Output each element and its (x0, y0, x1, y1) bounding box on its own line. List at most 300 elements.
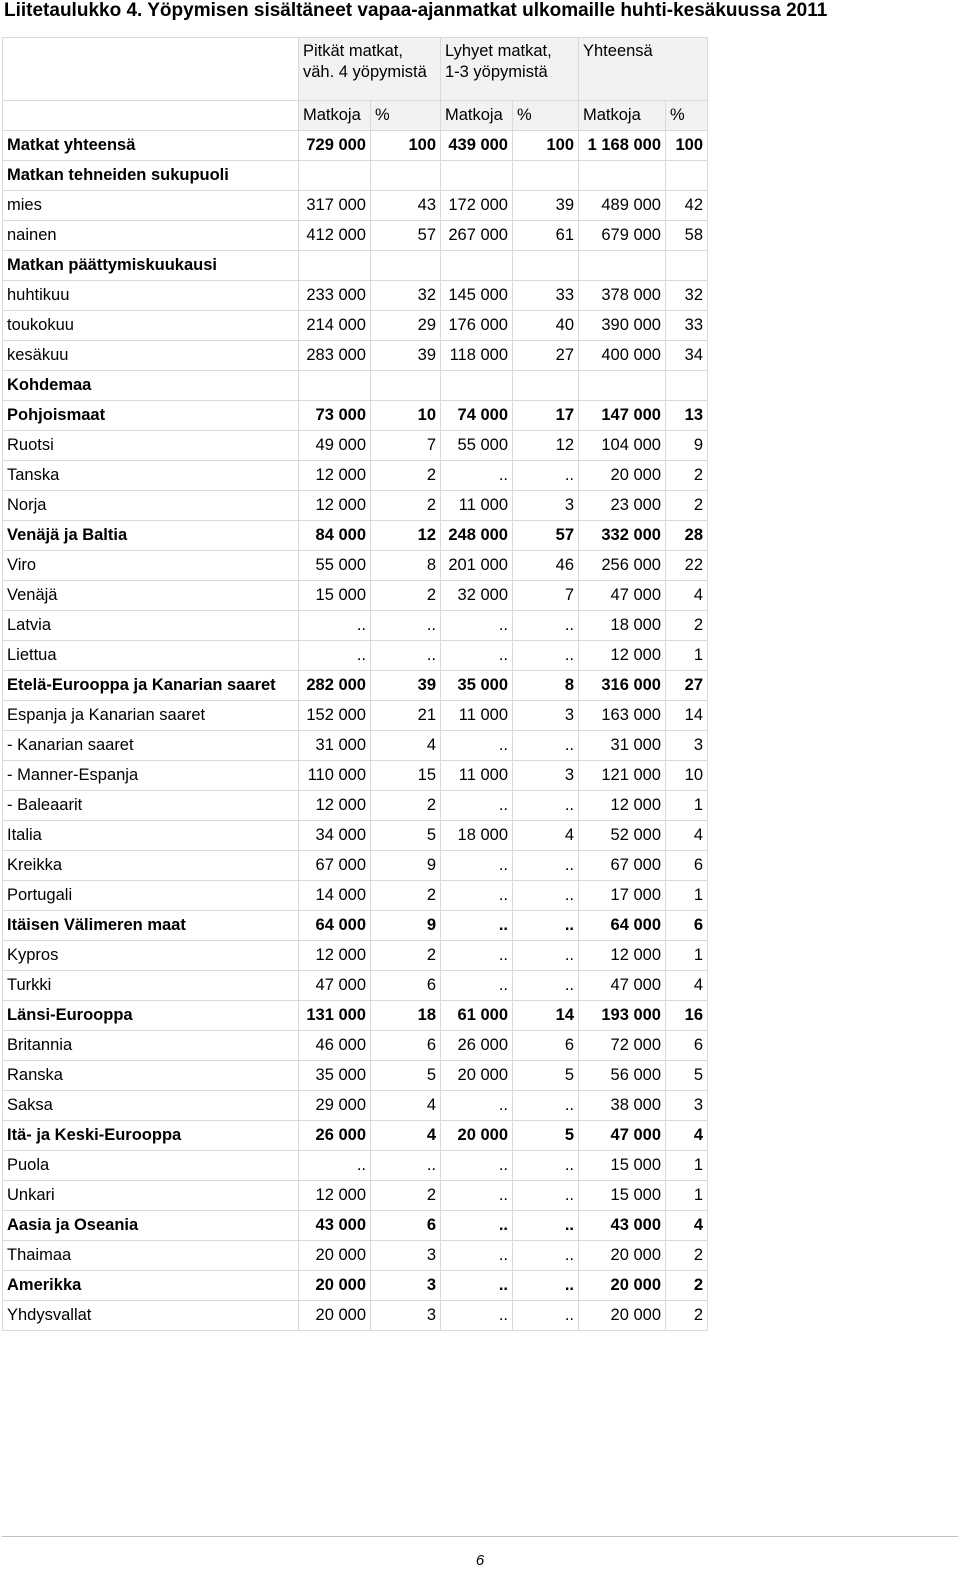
cell-long-percent: 2 (371, 581, 441, 611)
cell-short-percent: 6 (513, 1031, 579, 1061)
cell-long-percent: 5 (371, 1061, 441, 1091)
table-row (3, 1061, 708, 1091)
cell-long-percent (371, 251, 441, 281)
cell-long-count: .. (299, 611, 371, 641)
cell-total-percent: 3 (666, 731, 708, 761)
cell-long-percent: 4 (371, 1121, 441, 1151)
cell-long-percent: 2 (371, 941, 441, 971)
cell-total-percent: 4 (666, 971, 708, 1001)
cell-short-count: .. (441, 851, 513, 881)
table-row (3, 971, 708, 1001)
row-label: Venäjä (3, 581, 299, 611)
cell-total-percent: 28 (666, 521, 708, 551)
cell-short-percent: .. (513, 1271, 579, 1301)
cell-long-percent: 12 (371, 521, 441, 551)
cell-short-percent (513, 371, 579, 401)
cell-short-percent: .. (513, 1301, 579, 1331)
row-label: Matkan tehneiden sukupuoli (3, 161, 299, 191)
cell-short-percent: 17 (513, 401, 579, 431)
cell-short-count: 35 000 (441, 671, 513, 701)
cell-long-count (299, 251, 371, 281)
cell-short-count: .. (441, 1211, 513, 1241)
cell-total-count (579, 371, 666, 401)
cell-short-count: .. (441, 1091, 513, 1121)
cell-long-percent: 15 (371, 761, 441, 791)
cell-long-percent: 29 (371, 311, 441, 341)
cell-total-percent: 5 (666, 1061, 708, 1091)
cell-total-count: 121 000 (579, 761, 666, 791)
row-label: Ranska (3, 1061, 299, 1091)
cell-short-percent: 39 (513, 191, 579, 221)
table-row (3, 1091, 708, 1121)
table-row (3, 521, 708, 551)
cell-total-count: 20 000 (579, 1301, 666, 1331)
cell-short-count: .. (441, 461, 513, 491)
cell-total-count: 12 000 (579, 791, 666, 821)
cell-long-percent: .. (371, 641, 441, 671)
row-label: toukokuu (3, 311, 299, 341)
cell-total-percent: 1 (666, 1181, 708, 1211)
cell-total-percent: 16 (666, 1001, 708, 1031)
cell-total-count: 390 000 (579, 311, 666, 341)
row-label: kesäkuu (3, 341, 299, 371)
cell-short-count: .. (441, 1301, 513, 1331)
cell-short-percent: .. (513, 851, 579, 881)
cell-long-percent: 3 (371, 1241, 441, 1271)
table-row (3, 641, 708, 671)
row-label: Britannia (3, 1031, 299, 1061)
cell-long-count: 26 000 (299, 1121, 371, 1151)
cell-total-percent: 58 (666, 221, 708, 251)
cell-long-percent: 5 (371, 821, 441, 851)
cell-total-count: 72 000 (579, 1031, 666, 1061)
cell-total-percent: 4 (666, 581, 708, 611)
cell-long-count: 12 000 (299, 491, 371, 521)
cell-short-percent (513, 251, 579, 281)
cell-long-percent: 6 (371, 1211, 441, 1241)
cell-long-percent: 39 (371, 341, 441, 371)
table-row (3, 281, 708, 311)
cell-short-percent: 14 (513, 1001, 579, 1031)
cell-total-percent: 6 (666, 911, 708, 941)
cell-long-count: 317 000 (299, 191, 371, 221)
cell-total-count (579, 251, 666, 281)
cell-short-count: 267 000 (441, 221, 513, 251)
cell-total-count: 378 000 (579, 281, 666, 311)
row-label: Kreikka (3, 851, 299, 881)
cell-long-count: 152 000 (299, 701, 371, 731)
cell-total-percent: 2 (666, 611, 708, 641)
cell-long-percent: 43 (371, 191, 441, 221)
cell-short-percent: .. (513, 881, 579, 911)
cell-short-count: 176 000 (441, 311, 513, 341)
table-row (3, 161, 708, 191)
page-number: 6 (475, 1552, 485, 1569)
table-body (3, 131, 708, 1331)
cell-short-percent: 40 (513, 311, 579, 341)
cell-long-count: 131 000 (299, 1001, 371, 1031)
cell-short-count: 61 000 (441, 1001, 513, 1031)
cell-short-count: 18 000 (441, 821, 513, 851)
header-group-long-trips (299, 38, 441, 101)
cell-total-count: 17 000 (579, 881, 666, 911)
header-corner (3, 101, 299, 131)
cell-short-percent: .. (513, 461, 579, 491)
cell-long-percent (371, 161, 441, 191)
row-label: - Kanarian saaret (3, 731, 299, 761)
row-label: Viro (3, 551, 299, 581)
cell-long-count: .. (299, 641, 371, 671)
cell-total-count: 18 000 (579, 611, 666, 641)
cell-long-count: 282 000 (299, 671, 371, 701)
row-label: Portugali (3, 881, 299, 911)
cell-short-percent: 7 (513, 581, 579, 611)
table-row (3, 761, 708, 791)
cell-short-count (441, 161, 513, 191)
cell-total-count: 147 000 (579, 401, 666, 431)
cell-short-percent: .. (513, 1241, 579, 1271)
header-group-line1: Pitkät matkat, (303, 42, 403, 60)
row-label: - Baleaarit (3, 791, 299, 821)
row-label: Tanska (3, 461, 299, 491)
cell-short-count: .. (441, 1181, 513, 1211)
cell-long-percent: .. (371, 1151, 441, 1181)
cell-total-count: 104 000 (579, 431, 666, 461)
subheader-long-percent: % (371, 101, 441, 131)
cell-long-percent: 18 (371, 1001, 441, 1031)
cell-total-percent: 10 (666, 761, 708, 791)
cell-total-percent: 14 (666, 701, 708, 731)
cell-long-percent: 8 (371, 551, 441, 581)
row-label: Itä- ja Keski-Eurooppa (3, 1121, 299, 1151)
cell-short-count: .. (441, 611, 513, 641)
cell-short-percent: .. (513, 1151, 579, 1181)
cell-total-count: 12 000 (579, 641, 666, 671)
cell-short-percent: .. (513, 1211, 579, 1241)
cell-total-percent: 9 (666, 431, 708, 461)
cell-total-count: 193 000 (579, 1001, 666, 1031)
table-row (3, 671, 708, 701)
cell-long-percent: 2 (371, 491, 441, 521)
cell-total-count: 163 000 (579, 701, 666, 731)
cell-short-count: 32 000 (441, 581, 513, 611)
cell-short-count: 20 000 (441, 1121, 513, 1151)
cell-total-percent: 34 (666, 341, 708, 371)
cell-long-count: 12 000 (299, 1181, 371, 1211)
cell-total-count: 400 000 (579, 341, 666, 371)
cell-short-count: 26 000 (441, 1031, 513, 1061)
cell-total-percent: 27 (666, 671, 708, 701)
cell-total-percent: 4 (666, 1121, 708, 1151)
header-corner (3, 38, 299, 101)
statistics-table (2, 37, 708, 1331)
cell-total-percent: 1 (666, 941, 708, 971)
row-label: mies (3, 191, 299, 221)
cell-total-count: 679 000 (579, 221, 666, 251)
row-label: nainen (3, 221, 299, 251)
table-row (3, 581, 708, 611)
cell-long-percent: 6 (371, 971, 441, 1001)
cell-long-percent: 2 (371, 791, 441, 821)
cell-long-count: 214 000 (299, 311, 371, 341)
cell-short-percent: 100 (513, 131, 579, 161)
cell-total-count: 47 000 (579, 971, 666, 1001)
cell-short-count: 11 000 (441, 491, 513, 521)
cell-long-count: 31 000 (299, 731, 371, 761)
cell-short-count: 439 000 (441, 131, 513, 161)
cell-total-percent: 1 (666, 641, 708, 671)
cell-short-percent: .. (513, 641, 579, 671)
cell-short-percent: .. (513, 941, 579, 971)
cell-short-percent: .. (513, 611, 579, 641)
cell-total-count: 43 000 (579, 1211, 666, 1241)
cell-long-percent: 3 (371, 1271, 441, 1301)
cell-total-count: 489 000 (579, 191, 666, 221)
cell-long-percent: 2 (371, 881, 441, 911)
table-row (3, 131, 708, 161)
cell-long-count: 12 000 (299, 941, 371, 971)
table-row (3, 821, 708, 851)
cell-total-percent: 33 (666, 311, 708, 341)
cell-long-count: 43 000 (299, 1211, 371, 1241)
row-label: Saksa (3, 1091, 299, 1121)
subheader-short-percent: % (513, 101, 579, 131)
table-row (3, 851, 708, 881)
cell-total-percent: 2 (666, 491, 708, 521)
cell-short-percent: 46 (513, 551, 579, 581)
cell-long-count: 14 000 (299, 881, 371, 911)
row-label: Venäjä ja Baltia (3, 521, 299, 551)
row-label: Italia (3, 821, 299, 851)
cell-short-count: 201 000 (441, 551, 513, 581)
cell-total-count: 64 000 (579, 911, 666, 941)
cell-total-count: 1 168 000 (579, 131, 666, 161)
cell-total-count: 38 000 (579, 1091, 666, 1121)
cell-short-percent: 3 (513, 761, 579, 791)
cell-total-percent: 42 (666, 191, 708, 221)
cell-long-count: 233 000 (299, 281, 371, 311)
cell-long-count: 29 000 (299, 1091, 371, 1121)
row-label: Amerikka (3, 1271, 299, 1301)
cell-long-count: 55 000 (299, 551, 371, 581)
cell-short-percent: 33 (513, 281, 579, 311)
table-row (3, 731, 708, 761)
cell-short-count: 248 000 (441, 521, 513, 551)
table-row (3, 251, 708, 281)
table-row (3, 881, 708, 911)
table-row (3, 1301, 708, 1331)
cell-total-percent: 6 (666, 1031, 708, 1061)
cell-total-percent: 2 (666, 461, 708, 491)
table-row (3, 491, 708, 521)
cell-total-percent (666, 251, 708, 281)
cell-long-percent: 7 (371, 431, 441, 461)
header-group-line2: väh. 4 yöpymistä (303, 63, 427, 81)
page-title: Liitetaulukko 4. Yöpymisen sisältäneet vapaa-ajanmatkat ulkomaille huhti-kesäkuussa 2011 (4, 0, 828, 21)
cell-long-percent: 6 (371, 1031, 441, 1061)
cell-long-percent: 21 (371, 701, 441, 731)
cell-long-count: 49 000 (299, 431, 371, 461)
cell-short-percent: 4 (513, 821, 579, 851)
cell-total-count: 47 000 (579, 581, 666, 611)
table-row (3, 1001, 708, 1031)
cell-short-count: 118 000 (441, 341, 513, 371)
row-label: huhtikuu (3, 281, 299, 311)
cell-short-count: 172 000 (441, 191, 513, 221)
footer-divider (2, 1536, 958, 1537)
cell-total-count: 23 000 (579, 491, 666, 521)
subheader-total-percent: % (666, 101, 708, 131)
cell-total-percent: 2 (666, 1241, 708, 1271)
table-row (3, 611, 708, 641)
row-label: Kohdemaa (3, 371, 299, 401)
subheader-total-count: Matkoja (579, 101, 666, 131)
cell-short-count: .. (441, 791, 513, 821)
cell-short-percent (513, 161, 579, 191)
cell-long-count: 35 000 (299, 1061, 371, 1091)
cell-short-count: .. (441, 971, 513, 1001)
row-label: Pohjoismaat (3, 401, 299, 431)
cell-long-count: 15 000 (299, 581, 371, 611)
cell-long-percent: 2 (371, 1181, 441, 1211)
table-row (3, 401, 708, 431)
header-group-line2: 1-3 yöpymistä (445, 63, 548, 81)
cell-long-count: 73 000 (299, 401, 371, 431)
cell-total-count: 52 000 (579, 821, 666, 851)
cell-total-count: 31 000 (579, 731, 666, 761)
cell-long-percent: 32 (371, 281, 441, 311)
cell-total-percent: 1 (666, 1151, 708, 1181)
cell-short-percent: .. (513, 971, 579, 1001)
cell-long-count: 84 000 (299, 521, 371, 551)
cell-short-percent: 12 (513, 431, 579, 461)
cell-long-count: 20 000 (299, 1301, 371, 1331)
cell-long-percent: 57 (371, 221, 441, 251)
table-row (3, 191, 708, 221)
cell-short-percent: .. (513, 1091, 579, 1121)
cell-total-percent: 1 (666, 791, 708, 821)
cell-long-count: 12 000 (299, 461, 371, 491)
header-group-line1: Lyhyet matkat, (445, 42, 552, 60)
table-row (3, 551, 708, 581)
cell-long-percent: 4 (371, 731, 441, 761)
cell-long-count: 12 000 (299, 791, 371, 821)
table-row (3, 1211, 708, 1241)
row-label: Ruotsi (3, 431, 299, 461)
cell-short-count (441, 251, 513, 281)
cell-short-count: 145 000 (441, 281, 513, 311)
cell-total-count: 316 000 (579, 671, 666, 701)
cell-long-percent: 39 (371, 671, 441, 701)
cell-short-percent: 61 (513, 221, 579, 251)
row-label: - Manner-Espanja (3, 761, 299, 791)
table-row (3, 1151, 708, 1181)
table-row (3, 941, 708, 971)
cell-short-count: 11 000 (441, 761, 513, 791)
row-label: Matkat yhteensä (3, 131, 299, 161)
cell-total-percent: 13 (666, 401, 708, 431)
cell-long-percent: 4 (371, 1091, 441, 1121)
cell-total-count: 67 000 (579, 851, 666, 881)
cell-total-percent (666, 161, 708, 191)
row-label: Turkki (3, 971, 299, 1001)
cell-short-percent: 5 (513, 1061, 579, 1091)
cell-total-count: 47 000 (579, 1121, 666, 1151)
cell-total-percent: 22 (666, 551, 708, 581)
cell-short-count: 20 000 (441, 1061, 513, 1091)
cell-total-count: 56 000 (579, 1061, 666, 1091)
cell-long-count: .. (299, 1151, 371, 1181)
table-row (3, 911, 708, 941)
row-label: Etelä-Eurooppa ja Kanarian saaret (3, 671, 299, 701)
cell-short-count: .. (441, 1271, 513, 1301)
cell-short-percent: .. (513, 731, 579, 761)
cell-short-percent: .. (513, 911, 579, 941)
cell-short-count: .. (441, 1241, 513, 1271)
cell-long-percent: 9 (371, 851, 441, 881)
cell-total-count: 15 000 (579, 1181, 666, 1211)
cell-total-percent: 2 (666, 1271, 708, 1301)
cell-total-count: 20 000 (579, 1271, 666, 1301)
row-label: Espanja ja Kanarian saaret (3, 701, 299, 731)
cell-long-count: 47 000 (299, 971, 371, 1001)
table-row (3, 1031, 708, 1061)
subheader-short-count: Matkoja (441, 101, 513, 131)
row-label: Yhdysvallat (3, 1301, 299, 1331)
cell-short-count: .. (441, 911, 513, 941)
cell-total-count: 20 000 (579, 1241, 666, 1271)
cell-short-count: .. (441, 1151, 513, 1181)
cell-total-count: 20 000 (579, 461, 666, 491)
cell-total-count: 15 000 (579, 1151, 666, 1181)
cell-short-count: 74 000 (441, 401, 513, 431)
table-row (3, 461, 708, 491)
table-row (3, 791, 708, 821)
cell-total-count: 256 000 (579, 551, 666, 581)
cell-short-percent: 8 (513, 671, 579, 701)
header-group-total (579, 38, 708, 101)
cell-total-percent: 6 (666, 851, 708, 881)
cell-long-count: 34 000 (299, 821, 371, 851)
cell-short-percent: .. (513, 1181, 579, 1211)
cell-total-percent: 1 (666, 881, 708, 911)
table-row (3, 701, 708, 731)
cell-long-percent: 100 (371, 131, 441, 161)
cell-total-percent: 3 (666, 1091, 708, 1121)
cell-long-percent (371, 371, 441, 401)
cell-long-count: 412 000 (299, 221, 371, 251)
row-label: Liettua (3, 641, 299, 671)
row-label: Aasia ja Oseania (3, 1211, 299, 1241)
table-row (3, 1181, 708, 1211)
cell-total-percent: 2 (666, 1301, 708, 1331)
row-label: Kypros (3, 941, 299, 971)
cell-short-percent: 57 (513, 521, 579, 551)
header-row-groups (3, 38, 708, 101)
row-label: Unkari (3, 1181, 299, 1211)
header-group-line1: Yhteensä (583, 42, 653, 60)
cell-long-count: 110 000 (299, 761, 371, 791)
row-label: Itäisen Välimeren maat (3, 911, 299, 941)
cell-long-percent: .. (371, 611, 441, 641)
cell-long-percent: 9 (371, 911, 441, 941)
cell-long-percent: 10 (371, 401, 441, 431)
cell-long-count (299, 371, 371, 401)
cell-long-count: 46 000 (299, 1031, 371, 1061)
row-label: Norja (3, 491, 299, 521)
table-row (3, 1121, 708, 1151)
cell-total-percent: 4 (666, 821, 708, 851)
